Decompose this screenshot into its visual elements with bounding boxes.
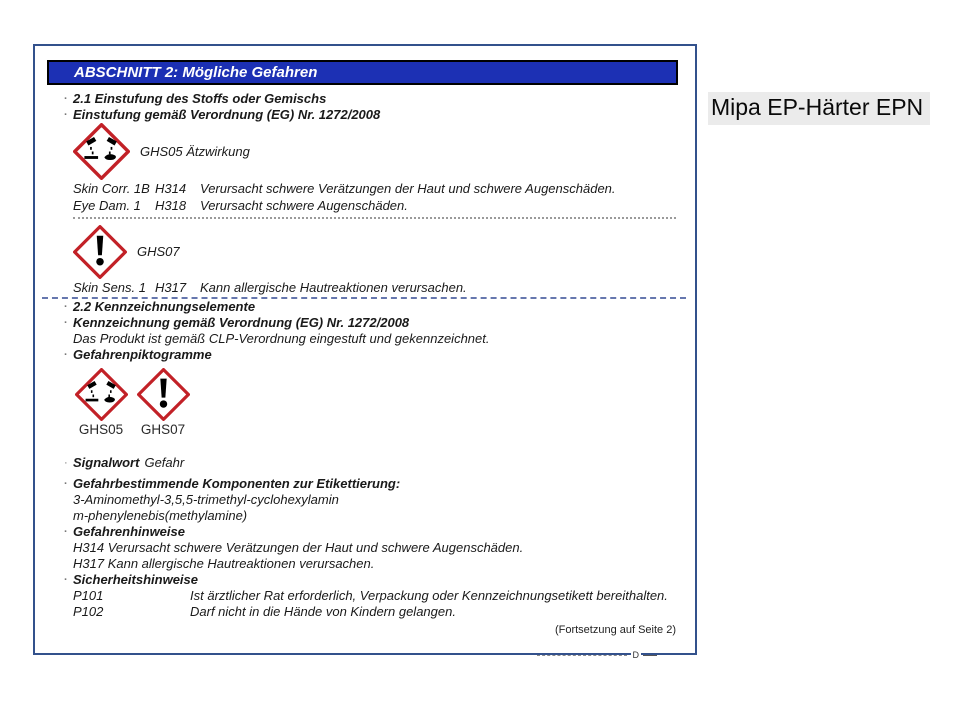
- hazard-text: Verursacht schwere Augenschäden.: [200, 198, 408, 213]
- clp-note: Das Produkt ist gemäß CLP-Verordnung eingestuft und gekennzeichnet.: [73, 331, 490, 346]
- ghs05-label: GHS05: [78, 422, 124, 437]
- ghs07-exclamation-icon: [137, 368, 190, 421]
- component-item: 3-Aminomethyl-3,5,5-trimethyl-cyclohexylamin: [73, 492, 339, 507]
- precaution-code: P102: [73, 604, 104, 619]
- dash-tail: [643, 655, 657, 656]
- hazard-code: H314: [155, 181, 187, 196]
- subheading-2-2: · Kennzeichnung gemäß Verordnung (EG) Nr. 1272/2008: [73, 315, 676, 331]
- hazard-statements-heading: · Gefahrenhinweise: [73, 524, 676, 540]
- precaution-code: P101: [73, 588, 104, 603]
- ghs07-code-label: GHS07: [137, 244, 180, 259]
- ghs05-pictogram: [73, 368, 129, 438]
- ghs05-code-label: GHS05 Ätzwirkung: [140, 143, 250, 159]
- ghs05-pictogram-line: [73, 123, 676, 180]
- section-header-bar: [47, 60, 678, 85]
- hazard-statement: H314 Verursacht schwere Verätzungen der Haut und schwere Augenschäden.: [73, 540, 524, 555]
- country-marker: [537, 650, 658, 660]
- continuation-note: (Fortsetzung auf Seite 2): [554, 624, 676, 636]
- ghs05-corrosion-icon: [75, 368, 128, 421]
- precaution-text: Ist ärztlicher Rat erforderlich, Verpackung oder Kennzeichnungsetikett bereithalten.: [190, 588, 668, 603]
- classification-row: [73, 198, 676, 214]
- hazard-class: Eye Dam. 1: [73, 198, 141, 213]
- subheading-2-1: · Einstufung gemäß Verordnung (EG) Nr. 1272/2008: [73, 107, 676, 123]
- hazard-text: Kann allergische Hautreaktionen verursachen.: [200, 280, 467, 295]
- signal-word-value: Gefahr: [144, 455, 185, 470]
- dotted-separator: [73, 217, 676, 219]
- section-title: ABSCHNITT 2: Mögliche Gefahren: [74, 64, 318, 81]
- hazard-code: H317: [155, 280, 187, 295]
- hazard-class: Skin Sens. 1: [73, 280, 146, 295]
- signal-word-line: [73, 455, 676, 471]
- ghs05-corrosion-icon: [73, 123, 130, 180]
- sds-document: [33, 44, 697, 660]
- product-title: Mipa EP-Härter EPN: [708, 92, 930, 125]
- classification-row: [73, 280, 676, 296]
- precaution-text: Darf nicht in die Hände von Kindern gelangen.: [190, 604, 456, 619]
- hazard-statement: H317 Kann allergische Hautreaktionen verursachen.: [73, 556, 375, 571]
- ghs07-pictogram: [135, 368, 191, 438]
- hazard-text: Verursacht schwere Verätzungen der Haut und schwere Augenschäden.: [200, 181, 616, 196]
- country-letter: D: [632, 650, 639, 660]
- pictogram-row: [73, 368, 676, 438]
- precaution-heading: · Sicherheitshinweise: [73, 572, 676, 588]
- component-item: m-phenylenebis(methylamine): [73, 508, 248, 523]
- dash-line: [537, 655, 627, 656]
- components-heading: · Gefahrbestimmende Komponenten zur Etikettierung:: [73, 476, 676, 492]
- pictograms-heading: · Gefahrenpiktogramme: [73, 347, 676, 363]
- hazard-class: Skin Corr. 1B: [73, 181, 150, 196]
- hazard-code: H318: [155, 198, 187, 213]
- classification-row: [73, 181, 676, 197]
- precaution-row: [73, 588, 676, 604]
- ghs07-pictogram-line: [73, 225, 676, 279]
- ghs07-label: GHS07: [140, 422, 186, 437]
- document-content: [73, 91, 676, 638]
- heading-2-2: · 2.2 Kennzeichnungselemente: [73, 299, 676, 315]
- heading-2-1: · 2.1 Einstufung des Stoffs oder Gemischs: [73, 91, 676, 107]
- signal-word-label: Signalwort: [73, 455, 140, 470]
- ghs07-exclamation-icon: [73, 225, 127, 279]
- precaution-row: [73, 604, 676, 620]
